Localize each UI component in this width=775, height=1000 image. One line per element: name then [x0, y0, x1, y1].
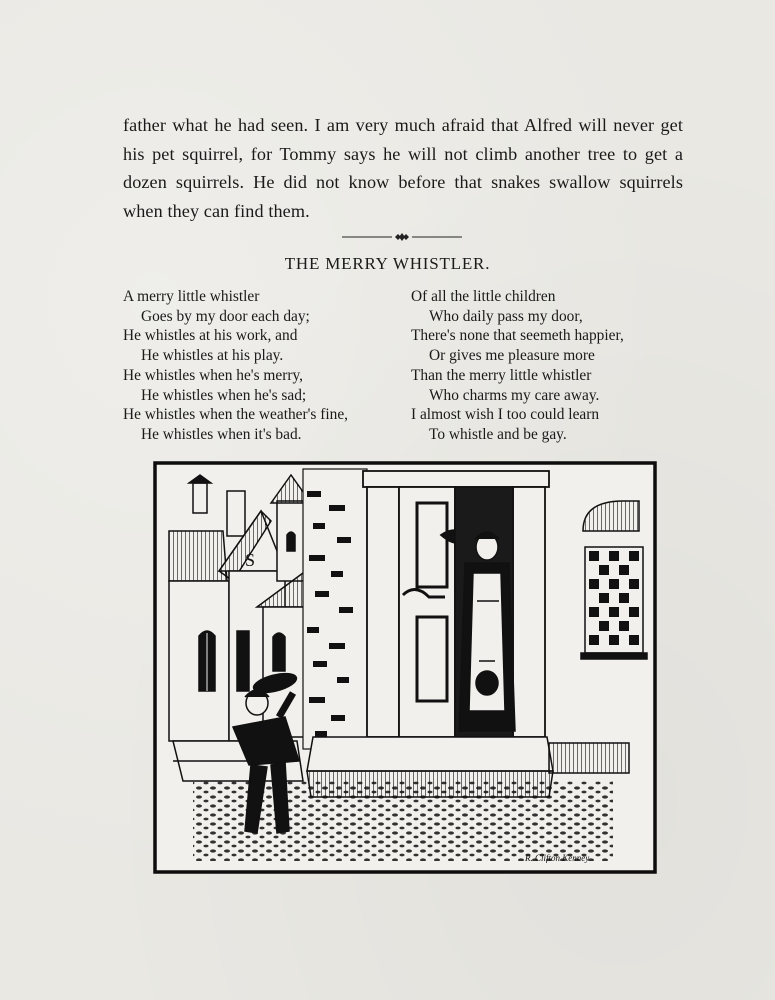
poem-line: Of all the little children [411, 288, 556, 305]
doorway [363, 471, 549, 737]
poem-line: To whistle and be gay. [429, 425, 567, 443]
poem-line: He whistles at his play. [141, 347, 284, 365]
poem-line: I almost wish I too could learn [411, 406, 600, 424]
ornament-divider [340, 229, 464, 245]
poem-line: There's none that seemeth happier, [411, 327, 624, 345]
poem-stanza-right [411, 287, 624, 445]
brick-wall [303, 469, 367, 749]
svg-text:S: S [245, 550, 256, 570]
poem-line: Goes by my door each day; [141, 307, 310, 325]
poem-stanza-left [123, 287, 348, 445]
poem-title: THE MERRY WHISTLER. [284, 254, 491, 273]
poem-line: Who charms my care away. [429, 386, 600, 404]
whistler-illustration [153, 461, 657, 874]
poem-line: He whistles when he's merry, [123, 366, 304, 384]
prose-paragraph: father what he had seen. I am very much afraid that Alfred will never get his pet squirrel, for Tommy says he will not climb another tree to get a dozen squirrels. He did not know before that snakes swallow squirrels when they can find them. [123, 115, 683, 221]
prose-text [123, 111, 683, 225]
poem-line: A merry little whistler [123, 288, 260, 305]
poem-line: He whistles when he's sad; [141, 386, 307, 404]
poem-line: He whistles at his work, and [123, 327, 298, 345]
poem-line: Than the merry little whistler [411, 366, 592, 384]
poem-line: Who daily pass my door, [429, 307, 583, 325]
artist-signature: R. Clifton Kenney [525, 853, 590, 863]
poem-line: He whistles when the weather's fine, [123, 406, 349, 424]
poem-line: Or gives me pleasure more [429, 347, 595, 365]
poem-line: He whistles when it's bad. [141, 425, 302, 443]
